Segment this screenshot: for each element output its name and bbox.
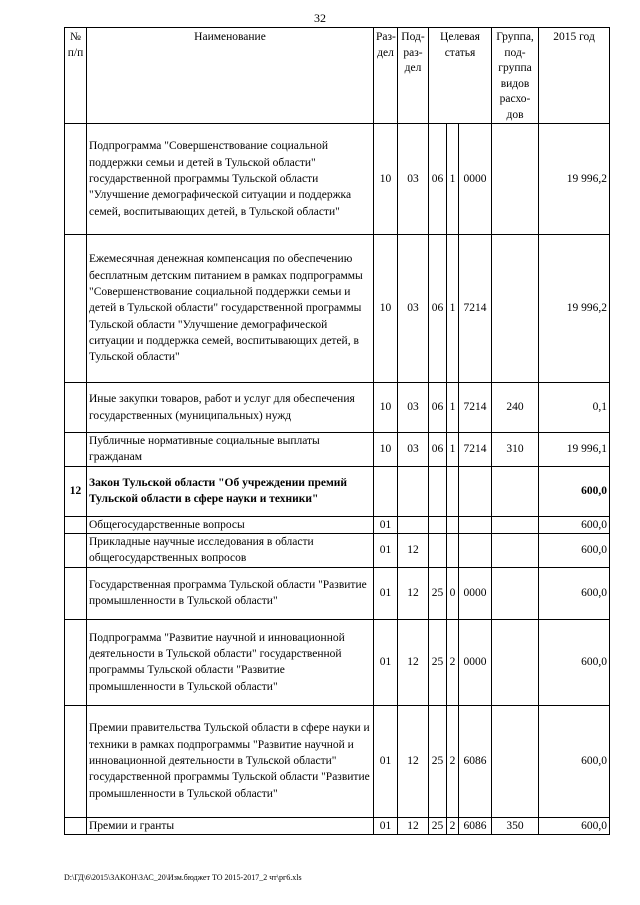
row-razdel: 10 bbox=[374, 235, 398, 383]
table-row bbox=[65, 705, 610, 817]
row-sum: 19 996,2 bbox=[539, 235, 610, 383]
table-row bbox=[65, 235, 610, 383]
row-target-subprogram bbox=[447, 516, 459, 533]
row-podrazdel: 03 bbox=[398, 433, 429, 467]
row-target-subprogram bbox=[447, 534, 459, 568]
row-group: 240 bbox=[492, 383, 539, 433]
header-podrazdel: Под-раз-дел bbox=[398, 28, 429, 124]
row-group bbox=[492, 516, 539, 533]
row-name: Подпрограмма "Развитие научной и инновационной деятельности в Тульской области" государственной программы Тульской области "Развитие промышленности в Тульской области" bbox=[87, 619, 374, 705]
row-target-code: 7214 bbox=[459, 235, 492, 383]
row-num bbox=[65, 817, 87, 834]
row-razdel: 10 bbox=[374, 433, 398, 467]
row-target-subprogram: 1 bbox=[447, 235, 459, 383]
header-target: Целевая статья bbox=[429, 28, 492, 124]
row-num bbox=[65, 235, 87, 383]
row-target-subprogram: 2 bbox=[447, 705, 459, 817]
row-target-subprogram: 0 bbox=[447, 567, 459, 619]
row-num bbox=[65, 383, 87, 433]
row-target-program: 25 bbox=[429, 567, 447, 619]
table-header-row bbox=[65, 28, 610, 124]
table-row bbox=[65, 383, 610, 433]
row-podrazdel: 12 bbox=[398, 817, 429, 834]
row-name: Премии и гранты bbox=[87, 817, 374, 834]
row-target-code: 6086 bbox=[459, 705, 492, 817]
header-group: Группа, под-группа видов расхо-дов bbox=[492, 28, 539, 124]
row-num: 12 bbox=[65, 466, 87, 516]
row-razdel: 01 bbox=[374, 516, 398, 533]
row-name: Подпрограмма "Совершенствование социальной поддержки семьи и детей в Тульской области" государственной программы Тульской области "Улучшение демографической ситуации и поддержка семей, воспитывающих детей, в Тульской области" bbox=[87, 124, 374, 235]
row-num bbox=[65, 534, 87, 568]
row-razdel: 01 bbox=[374, 817, 398, 834]
row-target-code: 7214 bbox=[459, 433, 492, 467]
row-podrazdel: 12 bbox=[398, 534, 429, 568]
row-podrazdel: 03 bbox=[398, 235, 429, 383]
table-row bbox=[65, 567, 610, 619]
row-num bbox=[65, 516, 87, 533]
row-target-subprogram: 1 bbox=[447, 124, 459, 235]
row-target-code: 7214 bbox=[459, 383, 492, 433]
row-sum: 19 996,2 bbox=[539, 124, 610, 235]
row-sum: 600,0 bbox=[539, 466, 610, 516]
row-razdel: 01 bbox=[374, 619, 398, 705]
row-target-subprogram: 2 bbox=[447, 619, 459, 705]
row-target-subprogram bbox=[447, 466, 459, 516]
row-target-code: 6086 bbox=[459, 817, 492, 834]
row-sum: 600,0 bbox=[539, 817, 610, 834]
row-num bbox=[65, 567, 87, 619]
row-target-code: 0000 bbox=[459, 619, 492, 705]
row-group bbox=[492, 619, 539, 705]
row-target-program: 06 bbox=[429, 383, 447, 433]
row-sum: 600,0 bbox=[539, 567, 610, 619]
row-name: Прикладные научные исследования в области общегосударственных вопросов bbox=[87, 534, 374, 568]
row-name: Иные закупки товаров, работ и услуг для обеспечения государственных (муниципальных) нужд bbox=[87, 383, 374, 433]
footer-file-path: D:\ГД\6\2015\ЗАКОН\ЗАС_20\Изм.бюджет ТО 2015-2017_2 чт\рг6.xls bbox=[64, 873, 302, 882]
table-row bbox=[65, 124, 610, 235]
table-row bbox=[65, 433, 610, 467]
row-target-code bbox=[459, 466, 492, 516]
row-target-code bbox=[459, 516, 492, 533]
row-sum: 600,0 bbox=[539, 705, 610, 817]
row-sum: 600,0 bbox=[539, 619, 610, 705]
row-podrazdel bbox=[398, 466, 429, 516]
table-row bbox=[65, 466, 610, 516]
row-num bbox=[65, 705, 87, 817]
row-target-program bbox=[429, 516, 447, 533]
row-group bbox=[492, 124, 539, 235]
row-name: Общегосударственные вопросы bbox=[87, 516, 374, 533]
budget-table bbox=[64, 27, 610, 835]
row-name: Премии правительства Тульской области в сфере науки и техники в рамках подпрограммы "Развитие научной и инновационной деятельности в Тульской области" государственной программы Тульской области "Развитие промышленности в Тульской области" bbox=[87, 705, 374, 817]
row-razdel: 01 bbox=[374, 567, 398, 619]
row-name: Ежемесячная денежная компенсация по обеспечению бесплатным детским питанием в рамках подпрограммы "Совершенствование социальной поддержки семьи и детей в Тульской области" государственной программы Тульской области "Улучшение демографической ситуации и поддержка семей, воспитывающих детей, в Тульской области" bbox=[87, 235, 374, 383]
row-target-program: 06 bbox=[429, 124, 447, 235]
row-target-program: 06 bbox=[429, 433, 447, 467]
row-podrazdel: 03 bbox=[398, 124, 429, 235]
row-sum: 0,1 bbox=[539, 383, 610, 433]
row-razdel bbox=[374, 466, 398, 516]
table-row bbox=[65, 516, 610, 533]
row-target-program: 25 bbox=[429, 619, 447, 705]
row-razdel: 10 bbox=[374, 383, 398, 433]
row-podrazdel: 12 bbox=[398, 619, 429, 705]
row-target-program bbox=[429, 534, 447, 568]
row-target-subprogram: 1 bbox=[447, 383, 459, 433]
row-name: Государственная программа Тульской области "Развитие промышленности в Тульской области" bbox=[87, 567, 374, 619]
row-group bbox=[492, 705, 539, 817]
row-group: 350 bbox=[492, 817, 539, 834]
row-target-program: 06 bbox=[429, 235, 447, 383]
row-target-code: 0000 bbox=[459, 567, 492, 619]
row-num bbox=[65, 124, 87, 235]
row-name: Публичные нормативные социальные выплаты гражданам bbox=[87, 433, 374, 467]
page-number: 32 bbox=[314, 11, 326, 25]
row-podrazdel: 12 bbox=[398, 705, 429, 817]
row-num bbox=[65, 433, 87, 467]
header-num: № п/п bbox=[65, 28, 87, 124]
row-group bbox=[492, 567, 539, 619]
row-sum: 600,0 bbox=[539, 516, 610, 533]
row-podrazdel: 12 bbox=[398, 567, 429, 619]
row-target-code bbox=[459, 534, 492, 568]
row-group bbox=[492, 235, 539, 383]
row-group bbox=[492, 534, 539, 568]
row-razdel: 10 bbox=[374, 124, 398, 235]
row-target-program: 25 bbox=[429, 817, 447, 834]
table-row bbox=[65, 817, 610, 834]
header-name: Наименование bbox=[87, 28, 374, 124]
row-target-program bbox=[429, 466, 447, 516]
row-target-subprogram: 1 bbox=[447, 433, 459, 467]
table-row bbox=[65, 619, 610, 705]
row-podrazdel: 03 bbox=[398, 383, 429, 433]
header-razdel: Раз-дел bbox=[374, 28, 398, 124]
row-podrazdel bbox=[398, 516, 429, 533]
row-target-program: 25 bbox=[429, 705, 447, 817]
row-target-subprogram: 2 bbox=[447, 817, 459, 834]
table-row bbox=[65, 534, 610, 568]
row-razdel: 01 bbox=[374, 705, 398, 817]
row-group: 310 bbox=[492, 433, 539, 467]
row-num bbox=[65, 619, 87, 705]
header-year: 2015 год bbox=[539, 28, 610, 124]
row-sum: 19 996,1 bbox=[539, 433, 610, 467]
row-razdel: 01 bbox=[374, 534, 398, 568]
row-group bbox=[492, 466, 539, 516]
row-name: Закон Тульской области "Об учреждении премий Тульской области в сфере науки и техники" bbox=[87, 466, 374, 516]
row-target-code: 0000 bbox=[459, 124, 492, 235]
row-sum: 600,0 bbox=[539, 534, 610, 568]
